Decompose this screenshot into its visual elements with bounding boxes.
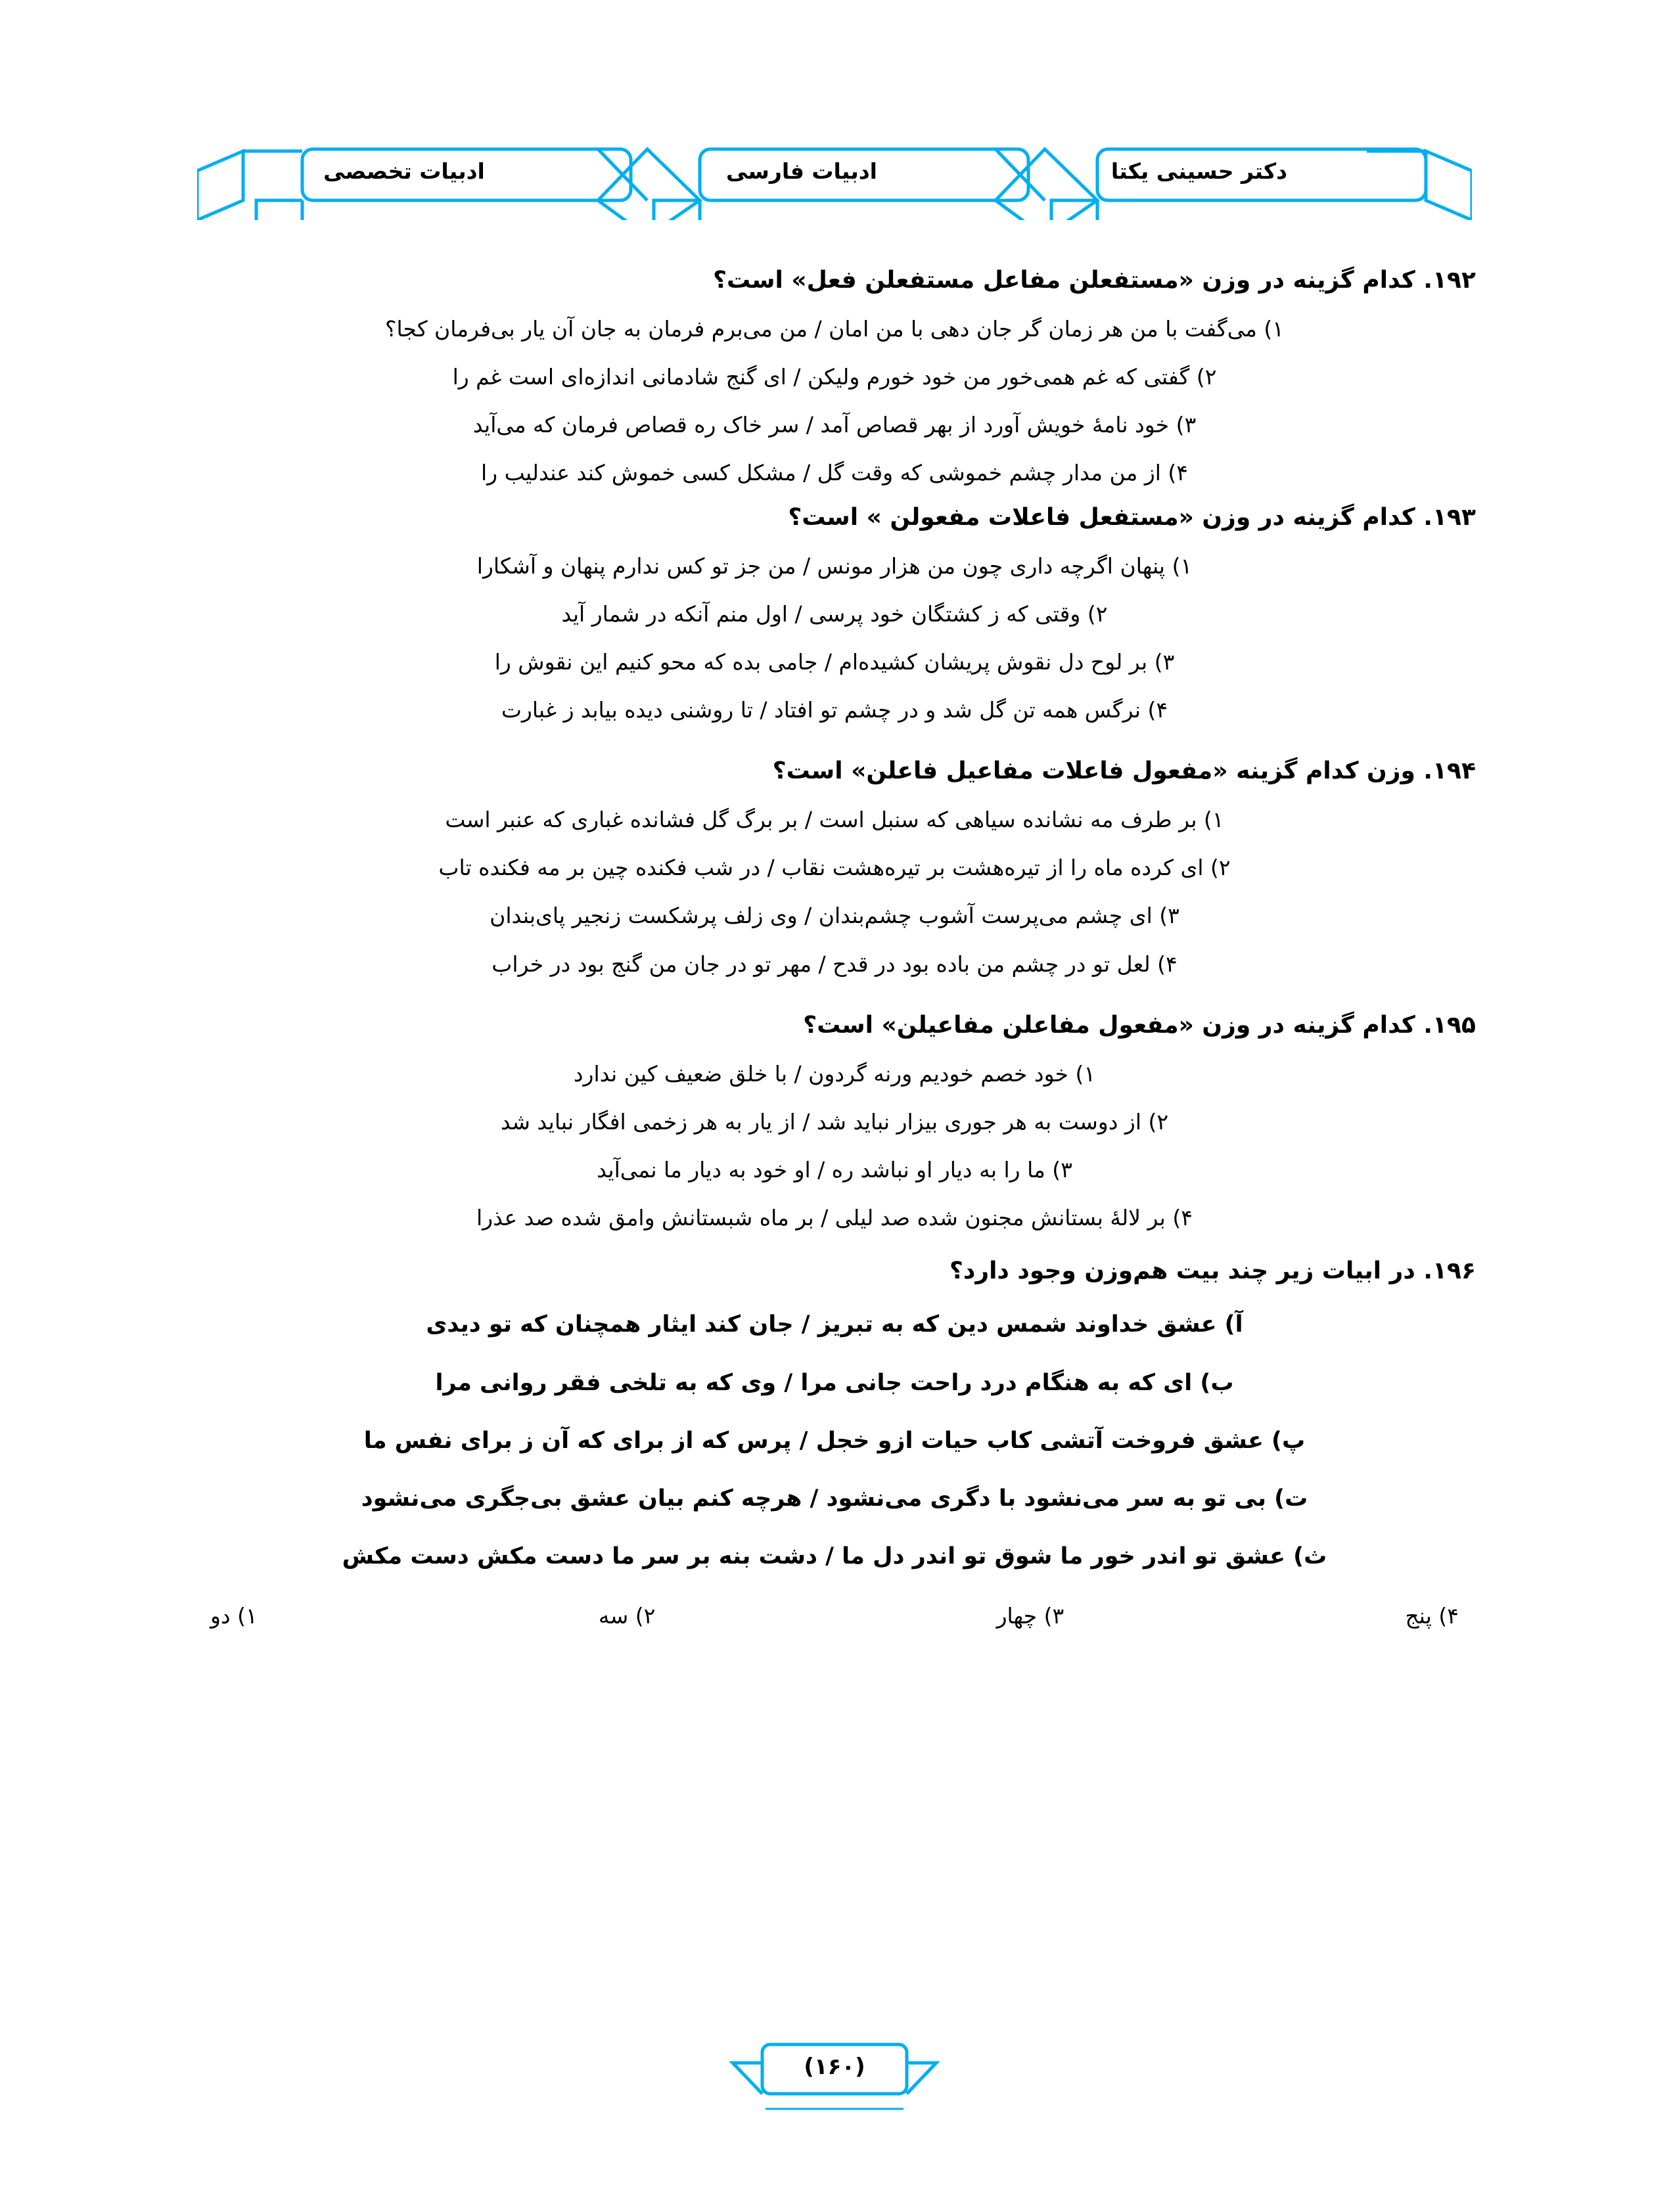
verse-196-p: پ) عشق فروخت آتشی کاب حیات ازو خجل / پرس که از برای که آن ز برای نفس ما [363,1427,1306,1454]
question-stem-192: ۱۹۲. کدام گزینه در وزن «مستفعلن مفاعل مستفعلن فعل» است؟ [713,267,1476,294]
option-193-1[interactable]: ۱) پنهان اگرچه داری چون من هزار مونس / من جز تو کس ندارم پنهان و آشکارا [476,553,1193,579]
question-block-193 [191,500,1478,734]
option-195-2[interactable]: ۲) از دوست به هر جوری بیزار نباید شد / از یار به هر زخمی افگار نباید شد [500,1108,1169,1135]
question-block-192 [191,263,1478,497]
question-stem-195: ۱۹۵. کدام گزینه در وزن «مفعول مفاعلن مفاعیلن» است؟ [803,1011,1476,1039]
option-192-4[interactable]: ۴) از من مدار چشم خموشی که وقت گل / مشکل کسی خموش کند عندلیب را [480,460,1189,486]
option-193-3[interactable]: ۳) بر لوح دل نقوش پریشان کشیده‌ام / جامی بده که محو کنیم این نقوش را [494,648,1175,675]
option-195-4[interactable]: ۴) بر لالۀ بستانش مجنون شده صد لیلی / بر ماه شبستانش وامق شده صد عذرا [476,1205,1193,1231]
option-194-4[interactable]: ۴) لعل تو در چشم من باده بود در قدح / مهر تو در جان من گنج بود در خراب [492,951,1177,977]
header-banner-track: ادبیات تخصصی [323,158,485,184]
verse-196-t: ت) بی تو به سر می‌نشود با دگری می‌نشود / هرچه کنم بیان عشق بی‌جگری می‌نشود [361,1485,1308,1512]
choice-196-1[interactable]: ۱) دو [210,1602,258,1629]
question-stem-194: ۱۹۴. وزن کدام گزینه «مفعول فاعلات مفاعیل فاعلن» است؟ [772,757,1476,785]
question-stem-196: ۱۹۶. در ابیات زیر چند بیت هم‌وزن وجود دارد؟ [949,1257,1476,1285]
option-192-3[interactable]: ۳) خود نامۀ خویش آورد از بهر قصاص آمد / سر خاک ره قصاص فرمان که می‌آید [472,412,1197,438]
footer-page-ribbon [726,2031,943,2110]
header-banner-subject: ادبیات فارسی [726,158,877,184]
page-number: (۱۶۰) [804,2054,865,2080]
choice-row-196 [191,1586,1478,1629]
choice-196-3[interactable]: ۳) چهار [996,1602,1064,1629]
question-block-195 [191,1008,1478,1242]
option-192-2[interactable]: ۲) گفتی که غم همی‌خور من خود خورم ولیکن / ای گنج شادمانی اندازه‌ای است غم را [452,364,1217,390]
question-stem-193: ۱۹۳. کدام گزینه در وزن «مستفعل فاعلات مفعولن » است؟ [788,503,1476,531]
option-195-1[interactable]: ۱) خود خصم خودیم ورنه گردون / با خلق ضعیف کین ندارد [573,1060,1096,1087]
option-193-4[interactable]: ۴) نرگس همه تن گل شد و در چشم تو افتاد / تا روشنی دیده بیابد ز غبارت [501,696,1168,723]
question-block-196 [191,1253,1478,1628]
option-194-2[interactable]: ۲) ای کرده ماه را از تیره‌هشت بر تیره‌هشت نقاب / در شب فکنده چین بر مه فکنده تاب [438,855,1231,881]
choice-196-4[interactable]: ۴) پنج [1405,1602,1459,1629]
worksheet-content [191,263,1478,1631]
question-block-194 [191,754,1478,988]
option-192-1[interactable]: ۱) می‌گفت با من هر زمان گر جان دهی با من امان / من می‌برم فرمان به جان آن یار بی‌فرمان کجا؟ [384,316,1285,342]
verse-196-s: ث) عشق تو اندر خور ما شوق تو اندر دل ما / دشت بنه بر سر ما دست مکش دست مکش [342,1543,1327,1570]
option-195-3[interactable]: ۳) ما را به دیار او نباشد ره / او خود به دیار ما نمی‌آید [597,1156,1072,1183]
header-banner-instructor: دکتر حسینی یکتا [1110,158,1288,184]
option-194-3[interactable]: ۳) ای چشم می‌پرست آشوب چشم‌بندان / وی زلف پرشکست زنجیر پای‌بندان [490,903,1179,929]
verse-196-b: ب) ای که به هنگام درد راحت جانی مرا / وی که به تلخی فقر روانی مرا [435,1369,1234,1396]
verse-196-a: آ) عشق خداوند شمس دین که به تبریز / جان کند ایثار همچنان که تو دیدی [426,1311,1243,1338]
option-193-2[interactable]: ۲) وقتی که ز کشتگان خود پرسی / اول منم آنکه در شمار آید [561,600,1108,627]
option-194-1[interactable]: ۱) بر طرف مه نشانده سیاهی که سنبل است / بر برگ گل فشانده غباری که عنبر است [445,807,1224,833]
choice-196-2[interactable]: ۲) سه [598,1602,656,1629]
